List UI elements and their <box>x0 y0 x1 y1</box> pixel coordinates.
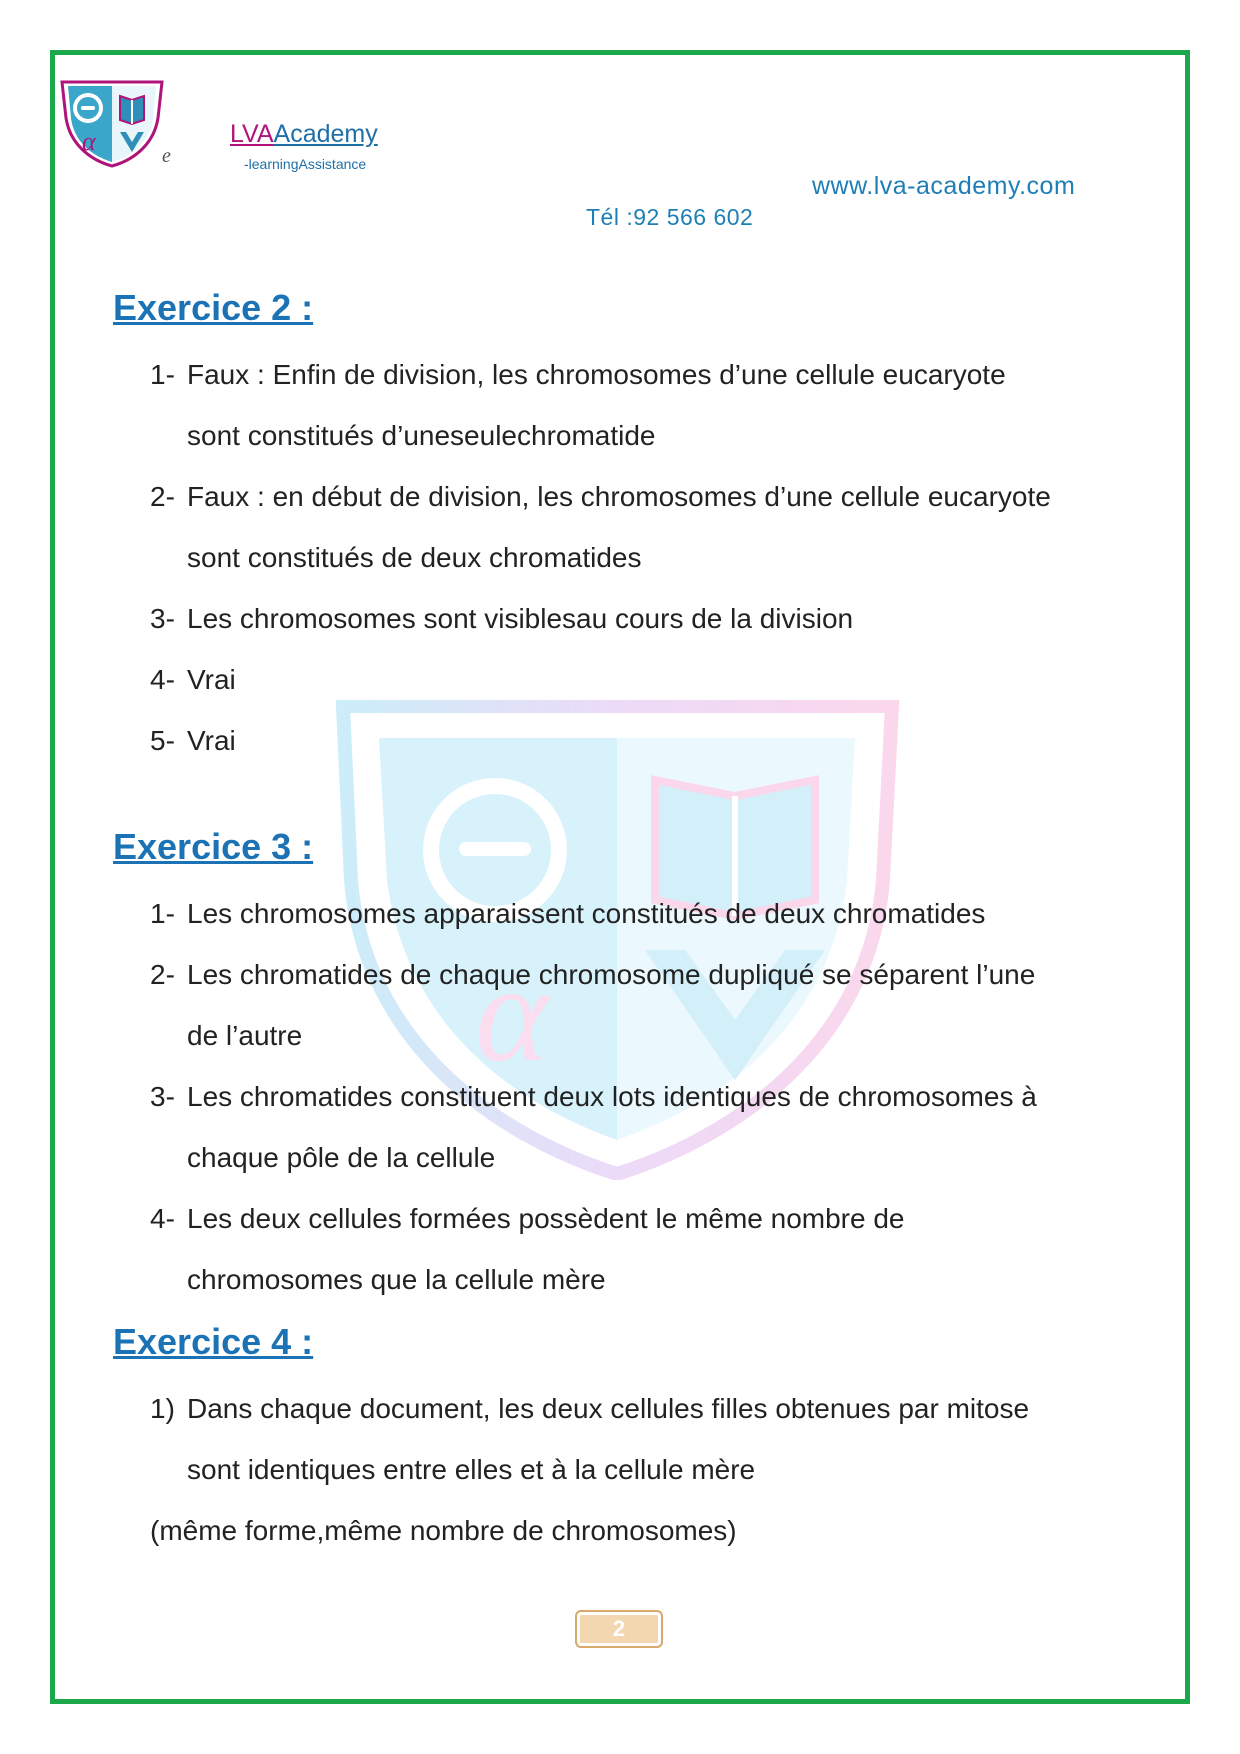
brand-tagline: -learningAssistance <box>244 156 367 172</box>
document-body <box>113 280 1133 1561</box>
list-item: 4- Vrai <box>150 664 236 695</box>
exercise-4-list <box>113 1378 1133 1500</box>
brand-lva: LVA <box>230 120 274 148</box>
svg-text:α: α <box>82 127 96 156</box>
academy-shield-logo-icon <box>58 78 166 168</box>
list-item: 5- Vrai <box>150 725 236 756</box>
exercise-4-note: (même forme,même nombre de chromosomes) <box>150 1515 737 1546</box>
exercise-3-title: Exercice 3 : <box>113 826 314 867</box>
page-number-badge: 2 <box>575 1610 663 1648</box>
exercise-4-title: Exercice 4 : <box>113 1321 314 1362</box>
svg-text:α: α <box>475 936 549 1091</box>
brand-name <box>230 120 378 149</box>
list-item: 3- Les chromatides constituent deux lots identiques de chromosomes à chaque pôle de la cellule <box>150 1081 1037 1173</box>
list-item: 2- Les chromatides de chaque chromosome dupliqué se séparent l’une de l’autre <box>150 959 1036 1051</box>
exercise-2-title: Exercice 2 : <box>113 287 314 328</box>
phone-number: Tél :92 566 602 <box>586 204 754 230</box>
logo-letter: e <box>162 145 171 167</box>
exercise-3-list <box>113 883 1133 1310</box>
list-item: 1- Faux : Enfin de division, les chromosomes d’une cellule eucaryote sont constitués d’uneseulechromatide <box>150 359 1006 451</box>
list-item: 1- Les chromosomes apparaissent constitués de deux chromatides <box>150 898 986 929</box>
list-item: 3- Les chromosomes sont visiblesau cours de la division <box>150 603 854 634</box>
exercise-2-list <box>113 344 1133 771</box>
brand-academy: Academy <box>273 120 378 148</box>
list-item: 2- Faux : en début de division, les chromosomes d’une cellule eucaryote sont constitués de deux chromatides <box>150 481 1051 573</box>
website-link[interactable]: www.lva-academy.com <box>812 172 1076 200</box>
list-item: 1) Dans chaque document, les deux cellules filles obtenues par mitose sont identiques entre elles et à la cellule mère <box>150 1393 1030 1485</box>
list-item: 4- Les deux cellules formées possèdent le même nombre de chromosomes que la cellule mère <box>150 1203 905 1295</box>
